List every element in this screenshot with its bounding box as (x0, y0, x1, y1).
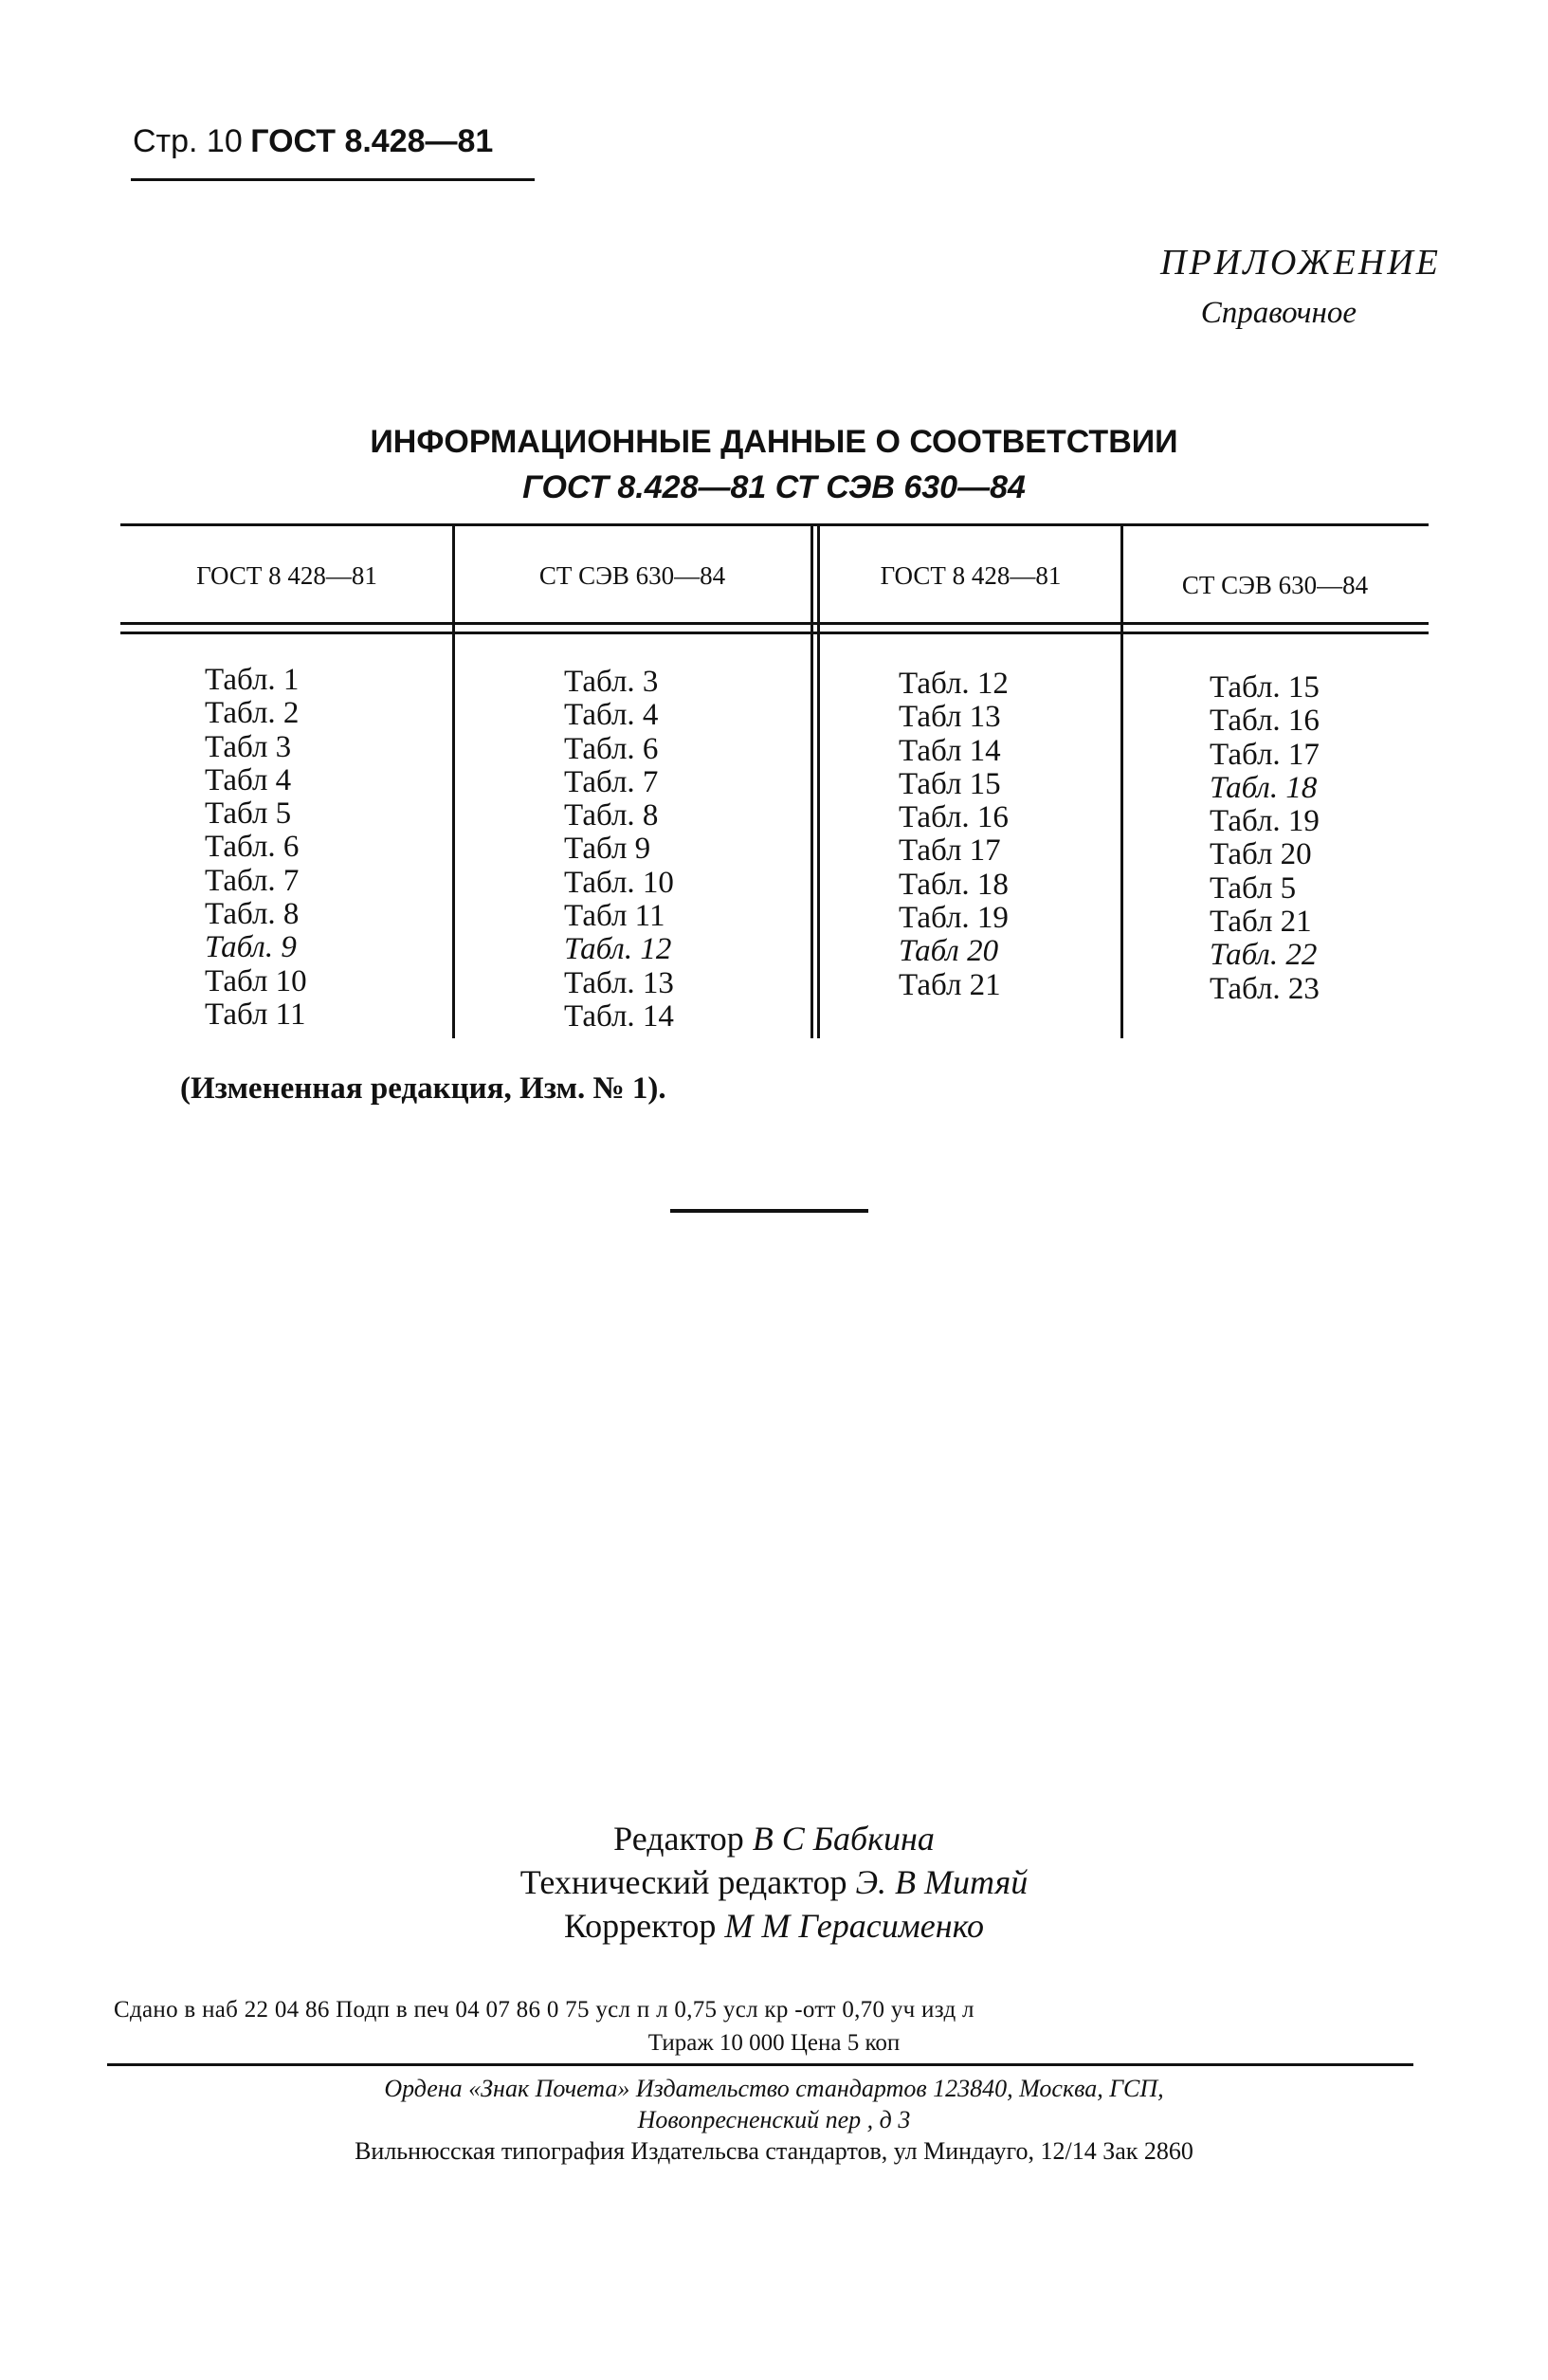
table-cell: Табл. 18 (1210, 770, 1318, 805)
table-cell: Табл 17 (899, 833, 1001, 869)
table-cell: Табл. 12 (564, 932, 672, 967)
appendix-note: Справочное (1200, 296, 1357, 330)
table-cell: Табл. 15 (1210, 670, 1320, 705)
table-cell: Табл 11 (564, 899, 665, 934)
table-header-cell: СТ СЭВ 630—84 (1181, 571, 1369, 599)
table-cell: Табл. 13 (564, 965, 674, 1000)
table-column (205, 664, 307, 1032)
tech-editor-credit (0, 1862, 1548, 1902)
table-cell: Табл. 17 (1210, 737, 1320, 772)
document-subtitle: ГОСТ 8.428—81 СТ СЭВ 630—84 (522, 469, 1026, 505)
table-header-cell: СТ СЭВ 630—84 (538, 561, 726, 590)
table-cell: Табл 21 (899, 967, 1001, 1002)
proofreader-credit (0, 1906, 1548, 1946)
table-cell: Табл. 8 (205, 897, 300, 932)
table-header-rule (120, 622, 1429, 625)
table-cell: Табл 15 (899, 766, 1001, 801)
table-cell: Табл. 7 (205, 863, 300, 898)
table-cell: Табл 5 (1210, 870, 1297, 906)
printing-house: Вильнюсская типография Издательсва стандартов, ул Миндауго, 12/14 Зак 2860 (355, 2137, 1193, 2165)
table-cell: Табл. 16 (1210, 704, 1320, 739)
table-cell: Табл 20 (899, 934, 999, 969)
table-column (899, 668, 1009, 1002)
table-cell: Табл 11 (205, 997, 306, 1032)
table-cell: Табл 21 (1210, 905, 1312, 940)
page-header (133, 123, 493, 160)
table-cell: Табл. 3 (564, 665, 659, 699)
table-top-rule (120, 523, 1429, 526)
table-cell: Табл. 19 (1210, 804, 1320, 839)
proofreader-name: М М Герасименко (724, 1907, 985, 1945)
table-divider (452, 526, 455, 1038)
table-cell: Табл. 14 (564, 998, 674, 1034)
table-cell: Табл. 4 (564, 698, 659, 733)
header-standard: ГОСТ 8.428—81 (250, 123, 494, 159)
table-cell: Табл. 10 (564, 865, 674, 900)
table-cell: Табл. 7 (564, 764, 659, 799)
publisher-line: Ордена «Знак Почета» Издательство стандартов 123840, Москва, ГСП, (384, 2075, 1164, 2102)
publisher-address: Новопресненский пер , д 3 (637, 2106, 911, 2133)
table-cell: Табл 5 (205, 796, 292, 832)
tech-editor-role: Технический редактор (519, 1863, 847, 1901)
proofreader-role: Корректор (563, 1907, 717, 1945)
print-info: Сдано в наб 22 04 86 Подп в печ 04 07 86 0 75 усл п л 0,75 усл кр -отт 0,70 уч изд л (114, 1997, 974, 2023)
table-cell: Табл 4 (205, 762, 292, 797)
table-cell: Табл. 6 (564, 731, 659, 766)
footer-rule (107, 2063, 1413, 2066)
table-cell: Табл. 2 (205, 696, 300, 731)
table-cell: Табл. 16 (899, 800, 1009, 835)
table-header-cell: ГОСТ 8 428—81 (880, 561, 1062, 590)
print-run: Тираж 10 000 Цена 5 коп (647, 2030, 901, 2056)
table-column (1210, 671, 1320, 1006)
table-header-cell: ГОСТ 8 428—81 (196, 561, 377, 590)
editor-name: В С Бабкина (752, 1820, 935, 1858)
table-divider (810, 526, 813, 1038)
table-cell: Табл 13 (899, 700, 1001, 735)
table-cell: Табл. 8 (564, 798, 659, 833)
editor-credit (0, 1819, 1548, 1858)
table-cell: Табл. 19 (899, 901, 1009, 936)
table-cell: Табл. 22 (1210, 938, 1318, 973)
table-cell: Табл 20 (1210, 837, 1312, 872)
table-header-rule-2 (120, 632, 1429, 634)
section-divider (670, 1209, 868, 1213)
table-divider (817, 526, 820, 1038)
appendix-title: ПРИЛОЖЕНИЕ (1160, 243, 1441, 283)
table-cell: Табл 9 (564, 832, 651, 867)
page-number: Стр. 10 (133, 123, 243, 159)
amendment-note: (Измененная редакция, Изм. № 1). (180, 1071, 666, 1106)
table-column (564, 666, 674, 1034)
table-cell: Табл. 18 (899, 867, 1009, 902)
header-rule (131, 178, 535, 181)
table-cell: Табл. 9 (205, 930, 297, 965)
table-cell: Табл. 1 (205, 663, 300, 697)
document-title: ИНФОРМАЦИОННЫЕ ДАННЫЕ О СООТВЕТСТВИИ (370, 424, 1178, 460)
table-cell: Табл. 12 (899, 667, 1009, 701)
table-cell: Табл 14 (899, 733, 1001, 768)
table-cell: Табл 3 (205, 729, 292, 764)
table-cell: Табл. 6 (205, 830, 300, 865)
tech-editor-name: Э. В Митяй (855, 1863, 1029, 1901)
table-divider (1120, 526, 1123, 1038)
editor-role: Редактор (613, 1820, 744, 1858)
table-cell: Табл. 23 (1210, 971, 1320, 1006)
table-cell: Табл 10 (205, 963, 307, 998)
